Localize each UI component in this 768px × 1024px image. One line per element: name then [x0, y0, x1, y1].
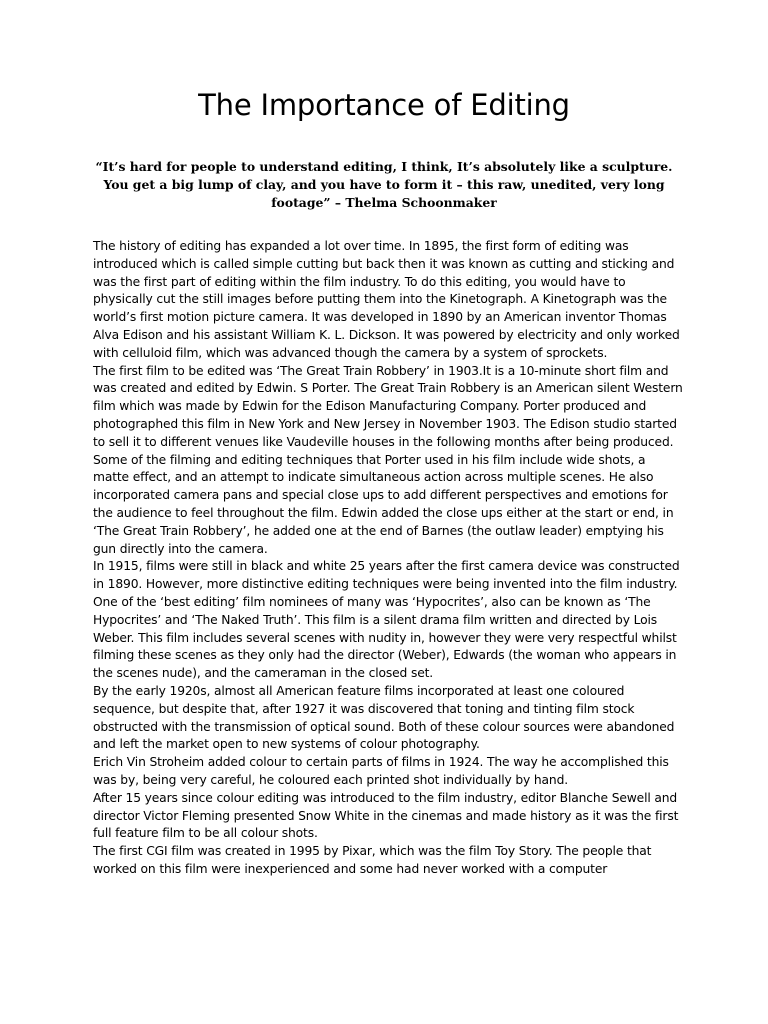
paragraph: The first CGI film was created in 1995 by Pixar, which was the film Toy Story. The people that worked on this film were inexperienced and some had never worked with a computer: [93, 844, 652, 876]
paragraph: After 15 years since colour editing was introduced to the film industry, editor Blanche Sewell and director Victor Fleming presented Snow White in the cinemas and made history as it was the first full feature film to be all colour shots.: [93, 790, 679, 841]
paragraph: In 1915, films were still in black and white 25 years after the first camera device was constructed in 1890. However, more distinctive editing techniques were being invented into the film industry. One of the ‘best editing’ film nominees of many was ‘Hypocrites’, also can be known as ‘The Hypocrites’ and ‘The Naked Truth’. This film is a silent drama film written and directed by Lois Weber. This film includes several scenes with nudity in, however they were very respectful whilst filming these scenes as they only had the director (Weber), Edwards (the woman who appears in the scenes nude), and the cameraman in the closed set.: [93, 559, 680, 681]
document-body: [93, 238, 683, 879]
paragraph: The first film to be edited was ‘The Great Train Robbery’ in 1903.It is a 10-minute short film and was created and edited by Edwin. S Porter. The Great Train Robbery is an American silent Western film which was made by Edwin for the Edison Manufacturing Company. Porter produced and photographed this film in New York and New Jersey in November 1903. The Edison studio started to sell it to different venues like Vaudeville houses in the following months after being produced. Some of the filming and editing techniques that Porter used in his film include wide shots, a matte effect, and an attempt to indicate simultaneous action across multiple scenes. He also incorporated camera pans and special close ups to add different perspectives and emotions for the audience to feel throughout the film. Edwin added the close ups either at the start or end, in ‘The Great Train Robbery’, he added one at the end of Barnes (the outlaw leader) emptying his gun directly into the camera.: [93, 363, 683, 556]
paragraph: The history of editing has expanded a lot over time. In 1895, the first form of editing was introduced which is called simple cutting but back then it was known as cutting and sticking and was the first part of editing within the film industry. To do this editing, you would have to physically cut the still images before putting them into the Kinetograph. A Kinetograph was the world’s first motion picture camera. It was developed in 1890 by an American inventor Thomas Alva Edison and his assistant William K. L. Dickson. It was powered by electricity and only worked with celluloid film, which was advanced though the camera by a system of sprockets.: [93, 239, 680, 360]
document-title: The Importance of Editing: [198, 88, 570, 122]
epigraph-quote: “It’s hard for people to understand editing, I think, It’s absolutely like a sculpture. You get a big lump of clay, and you have to form it – this raw, unedited, very long footage” – Thelma Schoonmaker: [95, 159, 673, 210]
paragraph: Erich Vin Stroheim added colour to certain parts of films in 1924. The way he accomplished this was by, being very careful, he coloured each printed shot individually by hand.: [93, 755, 669, 787]
paragraph: By the early 1920s, almost all American feature films incorporated at least one coloured sequence, but despite that, after 1927 it was discovered that toning and tinting film stock obstructed with the transmission of optical sound. Both of these colour sources were abandoned and left the market open to new systems of colour photography.: [93, 683, 675, 752]
